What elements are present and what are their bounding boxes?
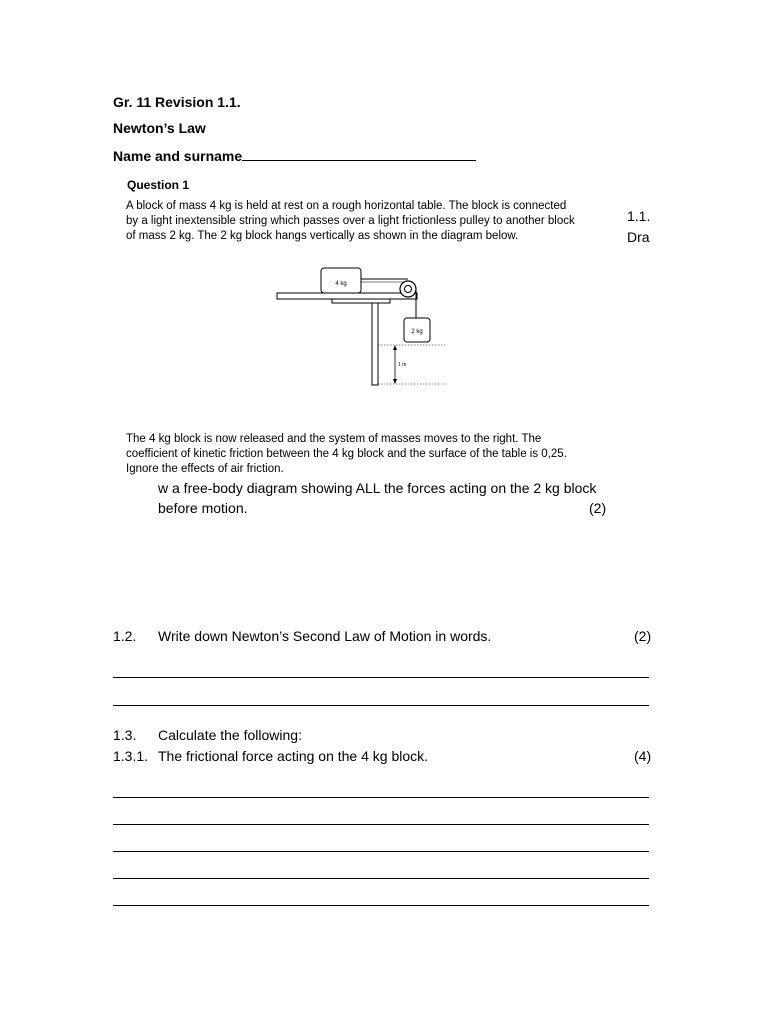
- height-label: 1 m: [398, 362, 407, 368]
- block-4kg-label: 4 kg: [335, 281, 347, 287]
- question-1-intro: [126, 199, 575, 244]
- table-rim: [332, 299, 390, 303]
- answer-line[interactable]: [113, 851, 649, 852]
- question-1-heading: Question 1: [127, 178, 190, 192]
- q1-1-fragment: Dra: [627, 229, 650, 245]
- release-line: Ignore the effects of air friction.: [126, 463, 284, 475]
- answer-line[interactable]: [113, 878, 649, 879]
- q1-1-text-line1: w a free-body diagram showing ALL the forces acting on the 2 kg block: [158, 480, 597, 496]
- q1-1-number: 1.1.: [627, 208, 651, 224]
- height-arrow-head-down: [393, 379, 397, 384]
- answer-line[interactable]: [113, 797, 649, 798]
- intro-line: by a light inextensible string which passes over a light frictionless pulley to another block: [126, 215, 575, 227]
- height-arrow-head-up: [393, 345, 397, 350]
- question-1-release-text: [126, 432, 567, 477]
- q1-1-text-line2: before motion.: [158, 500, 248, 516]
- q1-3-1-marks: (4): [634, 748, 652, 764]
- answer-line[interactable]: [113, 677, 649, 678]
- table-top: [277, 293, 417, 299]
- release-line: The 4 kg block is now released and the system of masses moves to the right. The: [126, 433, 542, 445]
- intro-line: of mass 2 kg. The 2 kg block hangs vertically as shown in the diagram below.: [126, 230, 519, 242]
- pulley-diagram: [270, 262, 455, 392]
- name-surname-field[interactable]: [113, 147, 476, 164]
- q1-3-number: 1.3.: [113, 727, 137, 743]
- q1-2-marks: (2): [634, 628, 652, 644]
- worksheet-title: Gr. 11 Revision 1.1.: [113, 94, 241, 110]
- q1-1-marks: (2): [589, 500, 607, 516]
- answer-line[interactable]: [113, 824, 649, 825]
- intro-line: A block of mass 4 kg is held at rest on a rough horizontal table. The block is connected: [126, 200, 567, 212]
- q1-3-1-number: 1.3.1.: [113, 748, 149, 764]
- topic-heading: Newton’s Law: [113, 120, 206, 136]
- table-leg: [372, 303, 378, 385]
- name-surname-line[interactable]: [242, 147, 476, 161]
- block-2kg-label: 2 kg: [411, 329, 423, 335]
- q1-3-text: Calculate the following:: [158, 727, 302, 743]
- answer-line[interactable]: [113, 705, 649, 706]
- release-line: coefficient of kinetic friction between the 4 kg block and the surface of the table is 0,25.: [126, 448, 567, 460]
- answer-line[interactable]: [113, 905, 649, 906]
- pulley-axle: [405, 286, 412, 293]
- q1-3-1-text: The frictional force acting on the 4 kg block.: [158, 748, 429, 764]
- q1-2-number: 1.2.: [113, 628, 137, 644]
- name-surname-label: Name and surname: [113, 148, 243, 164]
- q1-2-text: Write down Newton’s Second Law of Motion in words.: [158, 628, 492, 644]
